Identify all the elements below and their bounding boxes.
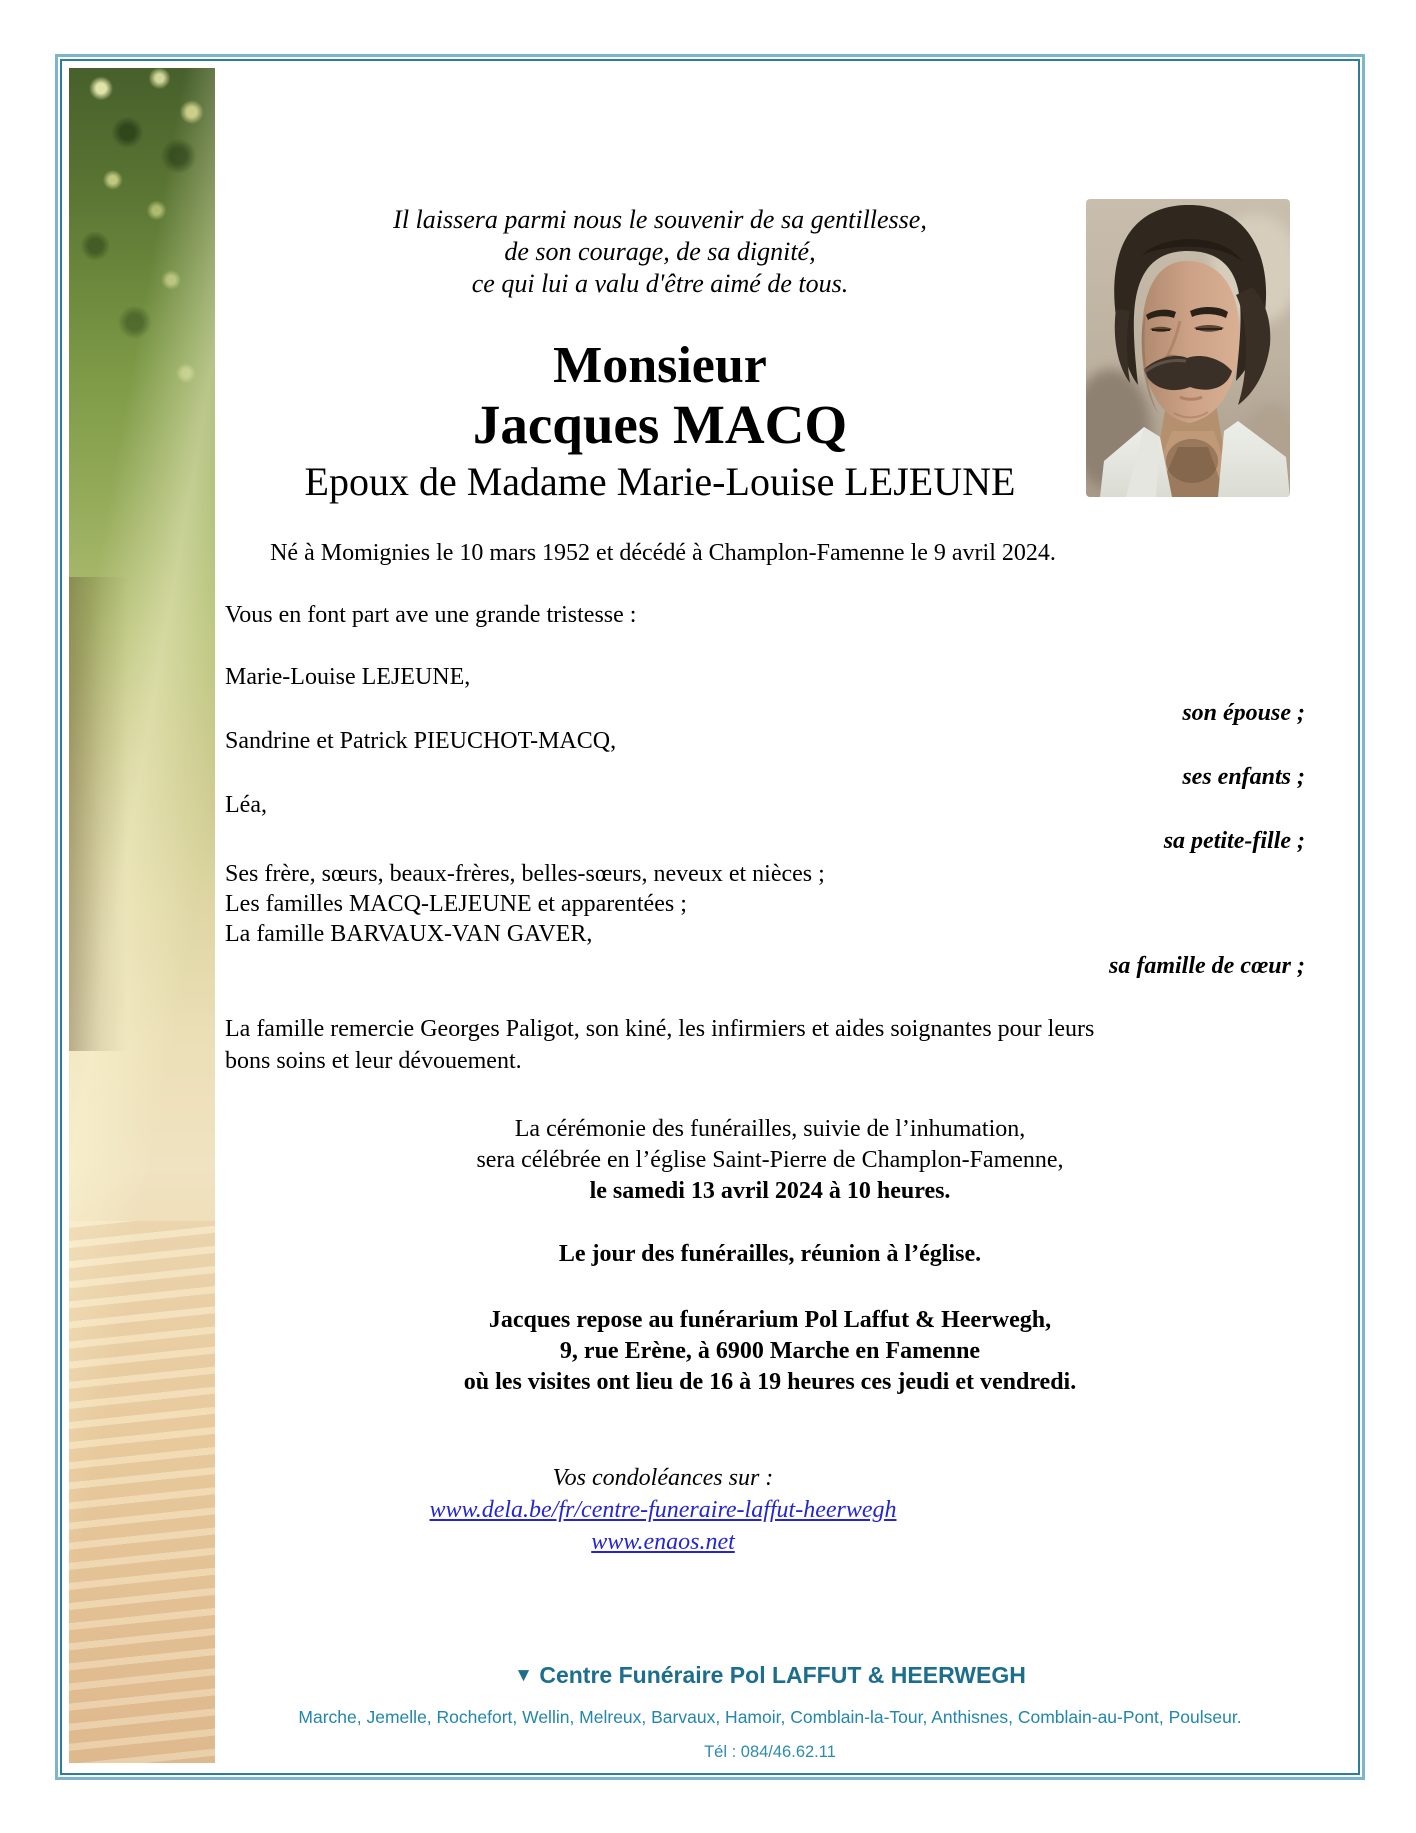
- relative-relation-2: ses enfants ;: [1182, 764, 1305, 790]
- intro-line-3: ce qui lui a valu d'être aimé de tous.: [471, 269, 849, 298]
- ceremony-line-2: sera célébrée en l’église Saint-Pierre de Champlon-Famenne,: [476, 1147, 1064, 1173]
- repose-line-1: Jacques repose au funérarium Pol Laffut & Heerwegh,: [488, 1307, 1052, 1333]
- thanks-line-2: bons soins et leur dévouement.: [225, 1048, 522, 1074]
- title-salutation: Monsieur: [553, 337, 767, 394]
- spouse-line: Epoux de Madame Marie-Louise LEJEUNE: [304, 459, 1016, 504]
- path-light-streaks: [69, 1221, 215, 1763]
- relative-names-2: Sandrine et Patrick PIEUCHOT-MACQ,: [225, 728, 617, 754]
- intro-line-1: Il laissera parmi nous le souvenir de sa gentillesse,: [393, 205, 927, 234]
- deceased-name: Jacques MACQ: [472, 394, 848, 455]
- ceremony-block: [215, 1114, 1325, 1207]
- family-line-2: Les familles MACQ-LEJEUNE et apparentées ;: [225, 891, 687, 917]
- birth-death-line: Né à Momignies le 10 mars 1952 et décédé à Champlon-Famenne le 9 avril 2024.: [270, 540, 1056, 566]
- dela-link[interactable]: www.dela.be/fr/centre-funeraire-laffut-heerwegh: [429, 1497, 897, 1523]
- relative-names-1: Marie-Louise LEJEUNE,: [225, 664, 471, 690]
- repose-line-3: où les visites ont lieu de 16 à 19 heures ces jeudi et vendredi.: [463, 1369, 1077, 1395]
- condolences-link-dela[interactable]: [215, 1497, 1111, 1524]
- family-heart-relation: sa famille de cœur ;: [1109, 953, 1305, 979]
- forest-path-image: [69, 68, 215, 1763]
- enaos-link[interactable]: www.enaos.net: [591, 1529, 735, 1555]
- ceremony-line-1: La cérémonie des funérailles, suivie de l’inhumation,: [514, 1116, 1026, 1142]
- ceremony-date-line: le samedi 13 avril 2024 à 10 heures.: [589, 1178, 951, 1204]
- family-line-1: Ses frère, sœurs, beaux-frères, belles-sœurs, neveux et nièces ;: [225, 861, 825, 887]
- announcement-line: Vous en font part ave une grande tristesse :: [225, 602, 637, 628]
- intro-verse: [215, 204, 1105, 300]
- thanks-line-1: La famille remercie Georges Paligot, son kiné, les infirmiers et aides soignantes pour leurs: [225, 1016, 1095, 1042]
- tree-trunk-shading: [69, 577, 215, 1052]
- relative-relation-1: son épouse ;: [1182, 700, 1305, 726]
- condolences-label: Vos condoléances sur :: [552, 1465, 774, 1491]
- relative-relation-3: sa petite-fille ;: [1163, 828, 1305, 854]
- family-line-3: La famille BARVAUX-VAN GAVER,: [225, 921, 593, 947]
- funeral-home-name: Centre Funéraire Pol LAFFUT & HEERWEGH: [539, 1662, 1026, 1688]
- condolences-link-enaos[interactable]: [215, 1529, 1111, 1556]
- intro-line-2: de son courage, de sa dignité,: [504, 237, 816, 266]
- repose-block: [215, 1305, 1325, 1398]
- repose-line-2: 9, rue Erène, à 6900 Marche en Famenne: [559, 1338, 981, 1364]
- funeral-home-brand: [215, 1662, 1325, 1689]
- funeral-home-phone: Tél : 084/46.62.11: [704, 1743, 836, 1761]
- funeral-home-cities: Marche, Jemelle, Rochefort, Wellin, Melreux, Barvaux, Hamoir, Comblain-la-Tour, Anthisnes, Comblain-au-Pont, Poulseur.: [298, 1707, 1242, 1727]
- portrait-photo: [1086, 199, 1290, 497]
- down-triangle-icon: ▼: [514, 1665, 533, 1686]
- reunion-line: Le jour des funérailles, réunion à l’église.: [558, 1241, 982, 1267]
- relative-names-3: Léa,: [225, 792, 267, 818]
